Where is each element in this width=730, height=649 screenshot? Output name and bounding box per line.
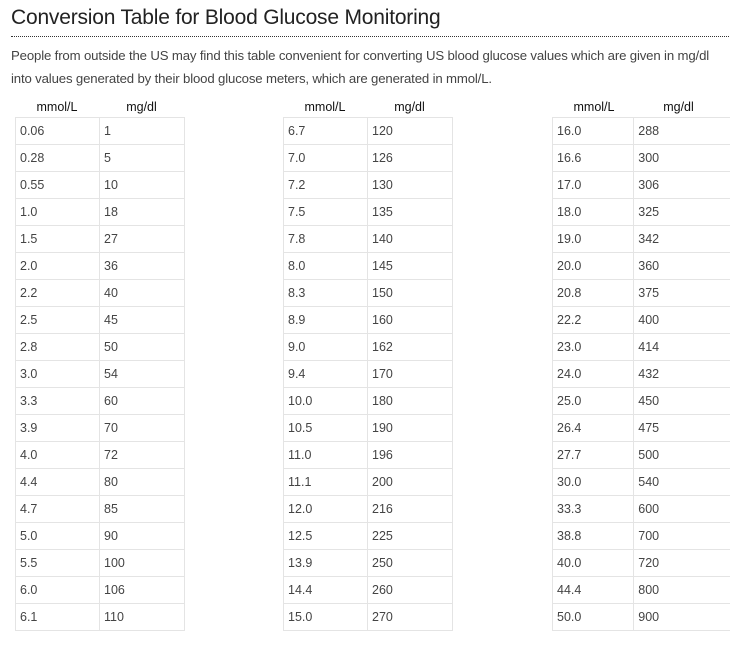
mmol-cell: 11.0 bbox=[284, 442, 368, 469]
table-row bbox=[284, 199, 453, 226]
mmol-cell: 19.0 bbox=[553, 226, 634, 253]
mmol-cell: 9.4 bbox=[284, 361, 368, 388]
table-row bbox=[553, 145, 730, 172]
table-row bbox=[284, 469, 453, 496]
table-row bbox=[16, 415, 185, 442]
mgdl-cell: 225 bbox=[368, 523, 453, 550]
table-row bbox=[16, 334, 185, 361]
table-body bbox=[283, 117, 453, 631]
intro-paragraph: People from outside the US may find this table convenient for converting US blood glucose values which are given in mg/dl into values generated by their blood glucose meters, which are generated in mmol/L. bbox=[11, 48, 710, 86]
mmol-cell: 12.5 bbox=[284, 523, 368, 550]
mgdl-cell: 600 bbox=[634, 496, 730, 523]
mgdl-cell: 162 bbox=[368, 334, 453, 361]
mmol-cell: 6.7 bbox=[284, 118, 368, 145]
mgdl-cell: 80 bbox=[100, 469, 185, 496]
mmol-cell: 7.8 bbox=[284, 226, 368, 253]
mmol-cell: 6.0 bbox=[16, 577, 100, 604]
mmol-cell: 44.4 bbox=[553, 577, 634, 604]
mmol-cell: 0.28 bbox=[16, 145, 100, 172]
mmol-cell: 33.3 bbox=[553, 496, 634, 523]
table-row bbox=[284, 577, 453, 604]
table-header bbox=[552, 98, 730, 117]
mmol-cell: 30.0 bbox=[553, 469, 634, 496]
table-row bbox=[284, 226, 453, 253]
mgdl-cell: 800 bbox=[634, 577, 730, 604]
table-row bbox=[553, 550, 730, 577]
table-row bbox=[16, 172, 185, 199]
header-mgdl: mg/dl bbox=[394, 100, 425, 114]
header-mgdl: mg/dl bbox=[663, 100, 694, 114]
table-row bbox=[284, 496, 453, 523]
mgdl-cell: 60 bbox=[100, 388, 185, 415]
mmol-cell: 4.7 bbox=[16, 496, 100, 523]
mgdl-cell: 85 bbox=[100, 496, 185, 523]
table-row bbox=[553, 199, 730, 226]
mmol-cell: 50.0 bbox=[553, 604, 634, 631]
mgdl-cell: 45 bbox=[100, 307, 185, 334]
mmol-cell: 15.0 bbox=[284, 604, 368, 631]
page-title: Conversion Table for Blood Glucose Monitoring bbox=[11, 4, 730, 37]
mmol-cell: 6.1 bbox=[16, 604, 100, 631]
table-row bbox=[284, 415, 453, 442]
mgdl-cell: 150 bbox=[368, 280, 453, 307]
mmol-cell: 16.0 bbox=[553, 118, 634, 145]
table-row bbox=[553, 253, 730, 280]
mmol-cell: 0.55 bbox=[16, 172, 100, 199]
table-row bbox=[553, 577, 730, 604]
header-mmol: mmol/L bbox=[304, 100, 346, 114]
mgdl-cell: 18 bbox=[100, 199, 185, 226]
mgdl-cell: 260 bbox=[368, 577, 453, 604]
header-mmol: mmol/L bbox=[36, 100, 78, 114]
mmol-cell: 3.3 bbox=[16, 388, 100, 415]
mgdl-cell: 450 bbox=[634, 388, 730, 415]
mmol-cell: 26.4 bbox=[553, 415, 634, 442]
table-row bbox=[553, 334, 730, 361]
table-row bbox=[284, 334, 453, 361]
mgdl-cell: 160 bbox=[368, 307, 453, 334]
mmol-cell: 13.9 bbox=[284, 550, 368, 577]
mgdl-cell: 288 bbox=[634, 118, 730, 145]
mgdl-cell: 72 bbox=[100, 442, 185, 469]
mgdl-cell: 432 bbox=[634, 361, 730, 388]
mmol-cell: 25.0 bbox=[553, 388, 634, 415]
mgdl-cell: 70 bbox=[100, 415, 185, 442]
mgdl-cell: 170 bbox=[368, 361, 453, 388]
mmol-cell: 12.0 bbox=[284, 496, 368, 523]
conversion-table-1 bbox=[15, 98, 185, 631]
table-row bbox=[284, 172, 453, 199]
mgdl-cell: 40 bbox=[100, 280, 185, 307]
table-row bbox=[16, 523, 185, 550]
mmol-cell: 23.0 bbox=[553, 334, 634, 361]
mmol-cell: 5.0 bbox=[16, 523, 100, 550]
mmol-cell: 8.0 bbox=[284, 253, 368, 280]
table-row bbox=[16, 145, 185, 172]
table-row bbox=[284, 307, 453, 334]
mgdl-cell: 10 bbox=[100, 172, 185, 199]
mgdl-cell: 325 bbox=[634, 199, 730, 226]
mgdl-cell: 250 bbox=[368, 550, 453, 577]
mmol-cell: 2.8 bbox=[16, 334, 100, 361]
mmol-cell: 8.3 bbox=[284, 280, 368, 307]
mgdl-cell: 196 bbox=[368, 442, 453, 469]
table-row bbox=[553, 604, 730, 631]
table-row bbox=[16, 469, 185, 496]
table-header bbox=[283, 98, 453, 117]
table-row bbox=[284, 550, 453, 577]
mgdl-cell: 140 bbox=[368, 226, 453, 253]
conversion-table-2 bbox=[283, 98, 453, 631]
mgdl-cell: 110 bbox=[100, 604, 185, 631]
mmol-cell: 10.5 bbox=[284, 415, 368, 442]
mmol-cell: 1.0 bbox=[16, 199, 100, 226]
mgdl-cell: 414 bbox=[634, 334, 730, 361]
table-row bbox=[553, 388, 730, 415]
table-row bbox=[553, 280, 730, 307]
mgdl-cell: 27 bbox=[100, 226, 185, 253]
mgdl-cell: 126 bbox=[368, 145, 453, 172]
mmol-cell: 20.8 bbox=[553, 280, 634, 307]
mgdl-cell: 145 bbox=[368, 253, 453, 280]
mmol-cell: 22.2 bbox=[553, 307, 634, 334]
mgdl-cell: 190 bbox=[368, 415, 453, 442]
mgdl-cell: 5 bbox=[100, 145, 185, 172]
table-row bbox=[553, 496, 730, 523]
table-row bbox=[284, 280, 453, 307]
table-row bbox=[284, 523, 453, 550]
mgdl-cell: 1 bbox=[100, 118, 185, 145]
mgdl-cell: 306 bbox=[634, 172, 730, 199]
mgdl-cell: 700 bbox=[634, 523, 730, 550]
mgdl-cell: 135 bbox=[368, 199, 453, 226]
mgdl-cell: 475 bbox=[634, 415, 730, 442]
table-row bbox=[16, 361, 185, 388]
table-row bbox=[16, 280, 185, 307]
mgdl-cell: 100 bbox=[100, 550, 185, 577]
mgdl-cell: 540 bbox=[634, 469, 730, 496]
mgdl-cell: 216 bbox=[368, 496, 453, 523]
mgdl-cell: 270 bbox=[368, 604, 453, 631]
conversion-table-3 bbox=[552, 98, 730, 631]
mgdl-cell: 130 bbox=[368, 172, 453, 199]
mgdl-cell: 200 bbox=[368, 469, 453, 496]
table-row bbox=[16, 496, 185, 523]
mmol-cell: 7.2 bbox=[284, 172, 368, 199]
table-row bbox=[284, 145, 453, 172]
mmol-cell: 4.0 bbox=[16, 442, 100, 469]
mgdl-cell: 54 bbox=[100, 361, 185, 388]
mmol-cell: 2.0 bbox=[16, 253, 100, 280]
mmol-cell: 2.2 bbox=[16, 280, 100, 307]
mgdl-cell: 90 bbox=[100, 523, 185, 550]
mmol-cell: 3.0 bbox=[16, 361, 100, 388]
mmol-cell: 8.9 bbox=[284, 307, 368, 334]
mmol-cell: 24.0 bbox=[553, 361, 634, 388]
mgdl-cell: 360 bbox=[634, 253, 730, 280]
mmol-cell: 18.0 bbox=[553, 199, 634, 226]
table-row bbox=[284, 604, 453, 631]
table-row bbox=[284, 361, 453, 388]
mmol-cell: 9.0 bbox=[284, 334, 368, 361]
table-row bbox=[16, 226, 185, 253]
mgdl-cell: 900 bbox=[634, 604, 730, 631]
table-row bbox=[16, 118, 185, 145]
table-row bbox=[284, 442, 453, 469]
mmol-cell: 7.5 bbox=[284, 199, 368, 226]
table-body bbox=[15, 117, 185, 631]
mgdl-cell: 120 bbox=[368, 118, 453, 145]
mgdl-cell: 36 bbox=[100, 253, 185, 280]
mmol-cell: 1.5 bbox=[16, 226, 100, 253]
mgdl-cell: 375 bbox=[634, 280, 730, 307]
header-mgdl: mg/dl bbox=[126, 100, 157, 114]
mgdl-cell: 500 bbox=[634, 442, 730, 469]
mgdl-cell: 300 bbox=[634, 145, 730, 172]
table-row bbox=[553, 523, 730, 550]
table-row bbox=[284, 118, 453, 145]
table-row bbox=[553, 307, 730, 334]
mgdl-cell: 400 bbox=[634, 307, 730, 334]
mmol-cell: 38.8 bbox=[553, 523, 634, 550]
mgdl-cell: 180 bbox=[368, 388, 453, 415]
mgdl-cell: 720 bbox=[634, 550, 730, 577]
table-row bbox=[16, 550, 185, 577]
mmol-cell: 2.5 bbox=[16, 307, 100, 334]
mmol-cell: 16.6 bbox=[553, 145, 634, 172]
mmol-cell: 40.0 bbox=[553, 550, 634, 577]
mmol-cell: 7.0 bbox=[284, 145, 368, 172]
table-row bbox=[553, 415, 730, 442]
mmol-cell: 14.4 bbox=[284, 577, 368, 604]
table-row bbox=[553, 361, 730, 388]
table-row bbox=[553, 442, 730, 469]
table-row bbox=[284, 388, 453, 415]
mmol-cell: 10.0 bbox=[284, 388, 368, 415]
table-row bbox=[553, 172, 730, 199]
table-row bbox=[16, 199, 185, 226]
mmol-cell: 0.06 bbox=[16, 118, 100, 145]
mgdl-cell: 342 bbox=[634, 226, 730, 253]
header-mmol: mmol/L bbox=[573, 100, 615, 114]
table-row bbox=[16, 577, 185, 604]
mgdl-cell: 50 bbox=[100, 334, 185, 361]
table-row bbox=[553, 226, 730, 253]
mmol-cell: 3.9 bbox=[16, 415, 100, 442]
table-row bbox=[16, 253, 185, 280]
mmol-cell: 20.0 bbox=[553, 253, 634, 280]
table-row bbox=[553, 469, 730, 496]
table-row bbox=[553, 118, 730, 145]
table-row bbox=[16, 604, 185, 631]
mmol-cell: 11.1 bbox=[284, 469, 368, 496]
table-row bbox=[16, 307, 185, 334]
mmol-cell: 4.4 bbox=[16, 469, 100, 496]
table-row bbox=[16, 442, 185, 469]
mgdl-cell: 106 bbox=[100, 577, 185, 604]
mmol-cell: 5.5 bbox=[16, 550, 100, 577]
table-body bbox=[552, 117, 730, 631]
table-header bbox=[15, 98, 185, 117]
table-row bbox=[16, 388, 185, 415]
table-row bbox=[284, 253, 453, 280]
mmol-cell: 17.0 bbox=[553, 172, 634, 199]
mmol-cell: 27.7 bbox=[553, 442, 634, 469]
